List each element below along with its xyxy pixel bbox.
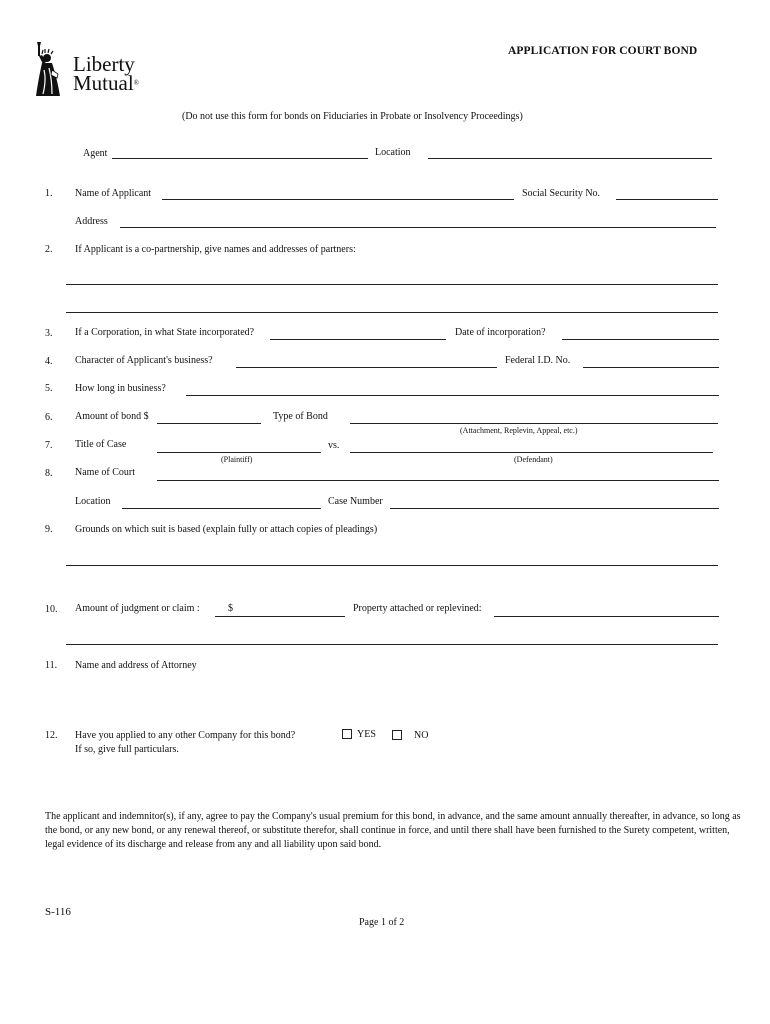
plaintiff-field[interactable] — [157, 452, 321, 453]
defendant-hint: (Defendant) — [514, 455, 553, 464]
federal-id-field[interactable] — [583, 367, 719, 368]
business-character-label: Character of Applicant's business? — [75, 355, 213, 366]
judgment-dollar-sign: $ — [228, 603, 233, 614]
partners-field-line-1[interactable] — [66, 284, 718, 285]
bond-type-hint: (Attachment, Replevin, Appeal, etc.) — [460, 426, 578, 435]
agent-location-field[interactable] — [428, 158, 712, 159]
court-name-field[interactable] — [157, 480, 719, 481]
property-attached-field[interactable] — [494, 616, 719, 617]
bond-amount-label: Amount of bond $ — [75, 411, 149, 422]
bond-type-label: Type of Bond — [273, 411, 328, 422]
other-company-label: Have you applied to any other Company for this bond? — [75, 730, 296, 741]
case-number-label: Case Number — [328, 496, 383, 507]
no-label: NO — [414, 730, 429, 741]
bond-amount-field[interactable] — [157, 423, 261, 424]
incorporation-date-label: Date of incorporation? — [455, 327, 546, 338]
q8-number: 8. — [45, 468, 53, 479]
logo-word-liberty: Liberty — [73, 52, 135, 76]
state-incorporated-field[interactable] — [270, 339, 446, 340]
state-incorporated-label: If a Corporation, in what State incorporated? — [75, 327, 255, 338]
q1-number: 1. — [45, 188, 53, 199]
defendant-field[interactable] — [350, 452, 713, 453]
no-checkbox[interactable] — [392, 730, 402, 740]
yes-checkbox[interactable] — [342, 729, 352, 739]
q5-number: 5. — [45, 383, 53, 394]
applicant-name-field[interactable] — [162, 199, 514, 200]
suit-grounds-label: Grounds on which suit is based (explain fully or attach copies of pleadings) — [75, 524, 378, 535]
case-title-label: Title of Case — [75, 439, 127, 450]
court-location-label: Location — [75, 496, 111, 507]
statue-of-liberty-icon — [30, 40, 72, 98]
agreement-paragraph: The applicant and indemnitor(s), if any, agree to pay the Company's usual premium for this bond, in advance, and the same amount annually thereafter, in advance, so long as the bond, or any new bond, or any renewal thereof, or substitute therefor, shall continue in force, and until there shall have been furnished to the Surety competent, written, legal evidence of its discharge and release from any and all liability upon said bond. — [45, 811, 741, 851]
q4-number: 4. — [45, 356, 53, 367]
form-number: S-116 — [45, 906, 71, 918]
court-name-label: Name of Court — [75, 467, 135, 478]
q9-number: 9. — [45, 524, 53, 535]
judgment-amount-field[interactable] — [215, 616, 345, 617]
ssn-field[interactable] — [616, 199, 718, 200]
business-character-field[interactable] — [236, 367, 497, 368]
particulars-label: If so, give full particulars. — [75, 744, 179, 755]
federal-id-label: Federal I.D. No. — [505, 355, 571, 366]
property-attached-label: Property attached or replevined: — [353, 603, 482, 614]
q6-number: 6. — [45, 412, 53, 423]
court-location-field[interactable] — [122, 508, 321, 509]
agent-field[interactable] — [112, 158, 368, 159]
property-attached-field-line-2[interactable] — [66, 644, 718, 645]
q2-number: 2. — [45, 244, 53, 255]
registered-mark: ® — [133, 79, 139, 87]
form-notice: (Do not use this form for bonds on Fiduciaries in Probate or Insolvency Proceedings) — [182, 111, 523, 122]
liberty-mutual-logo — [30, 40, 160, 98]
partners-field-line-2[interactable] — [66, 312, 718, 313]
yes-label: YES — [357, 729, 376, 740]
suit-grounds-field[interactable] — [66, 565, 718, 566]
plaintiff-hint: (Plaintiff) — [221, 455, 253, 464]
years-in-business-field[interactable] — [186, 395, 719, 396]
bond-type-field[interactable] — [350, 423, 718, 424]
applicant-name-label: Name of Applicant — [75, 188, 152, 199]
versus-label: vs. — [328, 440, 340, 451]
attorney-label: Name and address of Attorney — [75, 660, 197, 671]
partners-label: If Applicant is a co-partnership, give names and addresses of partners: — [75, 244, 356, 255]
q3-number: 3. — [45, 328, 53, 339]
agent-location-label: Location — [375, 147, 411, 158]
q11-number: 11. — [45, 660, 58, 671]
q10-number: 10. — [45, 604, 58, 615]
logo-word-mutual: Mutual® — [73, 71, 139, 95]
q12-number: 12. — [45, 730, 58, 741]
page-title: APPLICATION FOR COURT BOND — [508, 45, 698, 57]
case-number-field[interactable] — [390, 508, 719, 509]
q7-number: 7. — [45, 440, 53, 451]
years-in-business-label: How long in business? — [75, 383, 166, 394]
address-label: Address — [75, 216, 108, 227]
judgment-amount-label: Amount of judgment or claim : — [75, 603, 200, 614]
incorporation-date-field[interactable] — [562, 339, 719, 340]
address-field[interactable] — [120, 227, 716, 228]
ssn-label: Social Security No. — [522, 188, 601, 199]
page-number: Page 1 of 2 — [359, 917, 405, 928]
agent-label: Agent — [83, 148, 108, 159]
